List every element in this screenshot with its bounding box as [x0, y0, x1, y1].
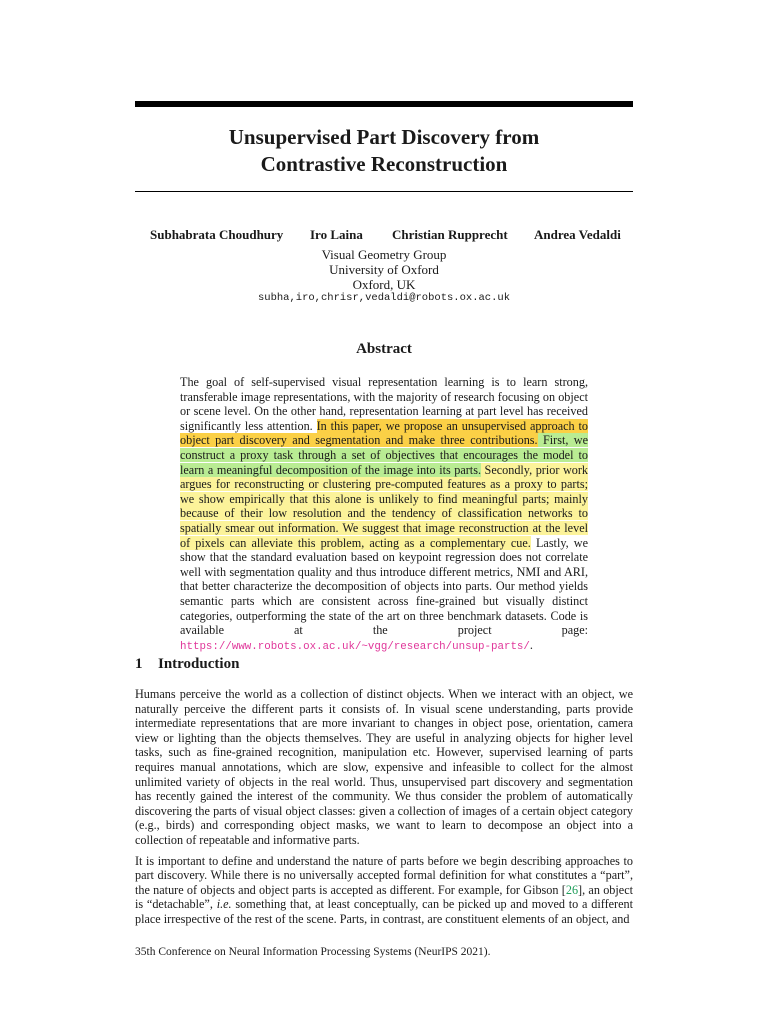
section-title: Introduction [158, 656, 240, 672]
highlight-orange: In this paper, we propose an unsupervised approach to object part discovery and segmentation and make three contributions. [180, 418, 589, 448]
abstract-end: . [529, 637, 533, 652]
highlight-yellow: Secondly, prior work argues for reconstructing or clustering pre-computed features as a proxy to parts; we show empirically that this alone is unlikely to find meaningful parts; mainly because of their low resolution and the tendency of classification networks to spatially smear out information. We suggest that image reconstruction at the level of pixels can alleviate this problem, acting as a complementary cue. [180, 462, 588, 550]
top-rule [135, 101, 633, 107]
title-line-2: Contrastive Reconstruction [260, 152, 508, 176]
conference-footer: 35th Conference on Neural Information Processing Systems (NeurIPS 2021). [135, 946, 491, 958]
intro-paragraph-2 [135, 854, 633, 927]
section-heading [135, 656, 633, 673]
abstract-rest: Lastly, we show that the standard evaluation based on keypoint regression does not correlate well with segmentation quality and thus introduce different metrics, NMI and ARI, that better characterize the decomposition of objects into parts. Our method yields semantic parts which are consistent across fine-grained but visually distinct categories, outperforming the state of the art on three benchmark datasets. Code is available at the project page: [180, 535, 588, 638]
title-rule [135, 191, 633, 192]
project-page-link[interactable]: https://www.robots.ox.ac.uk/~vgg/research/unsup-parts/ [180, 640, 530, 653]
affiliation-university: University of Oxford [329, 262, 439, 277]
affiliation-group: Visual Geometry Group [321, 247, 447, 262]
author-3: Christian Rupprecht [392, 227, 508, 242]
author-emails: subha,iro,chrisr,vedaldi@robots.ox.ac.uk [257, 292, 511, 304]
affiliation [135, 247, 633, 292]
paper-title [135, 124, 633, 178]
author-1: Subhabrata Choudhury [150, 227, 284, 242]
author-2: Iro Laina [310, 227, 363, 242]
author-4: Andrea Vedaldi [534, 227, 621, 242]
introduction-body [135, 687, 633, 933]
intro-p2-mid: ], an object is “detachable”, [135, 882, 633, 912]
intro-paragraph-1: Humans perceive the world as a collection of distinct objects. When we interact with an object, we naturally perceive the different parts it consists of. In visual scene understanding, parts provide intermediate representations that are more invariant to changes in object pose, orientation, camera view or lighting than the objects themselves. They are useful in analyzing objects for higher level tasks, such as fine-grained recognition, manipulation etc. However, supervised learning of parts requires manual annotations, which are slow, expensive and infeasible to collect for the almost unlimited variety of objects in the real world. Thus, unsupervised part discovery and segmentation has recently gained the interest of the community. We thus consider the problem of automatically discovering the parts of visual object classes: given a collection of images of a certain object category (e.g., birds) and corresponding object masks, we want to learn to decompose an object into a collection of repeatable and informative parts. [135, 687, 633, 847]
abstract-intro: The goal of self-supervised visual representation learning is to learn strong, transferable image representations, with the majority of research focusing on object or scene level. On the other hand, representation learning at part level has received significantly less attention. [180, 375, 588, 433]
intro-p2-ie: i.e. [216, 897, 232, 912]
abstract-text [180, 375, 588, 654]
intro-p2-end: something that, at least conceptually, can be picked up and moved to a different place irrespective of the rest of the scene. Parts, in contrast, are constituent elements of an object, and [135, 897, 633, 926]
title-line-1: Unsupervised Part Discovery from [228, 125, 540, 149]
abstract-heading: Abstract [356, 341, 412, 357]
intro-p2-start: It is important to define and understand the nature of parts before we begin describing approaches to part discovery. While there is no universally accepted formal definition for what constitutes a “part”, the nature of objects and object parts is accepted as different. For example, for Gibson [ [135, 853, 633, 897]
affiliation-location: Oxford, UK [352, 277, 416, 292]
highlight-green: First, we construct a proxy task through a set of objectives that encourages the model to learn a meaningful decomposition of the image into its parts. [180, 433, 588, 477]
citation-link[interactable]: 26 [565, 882, 579, 897]
section-number: 1 [135, 656, 143, 672]
